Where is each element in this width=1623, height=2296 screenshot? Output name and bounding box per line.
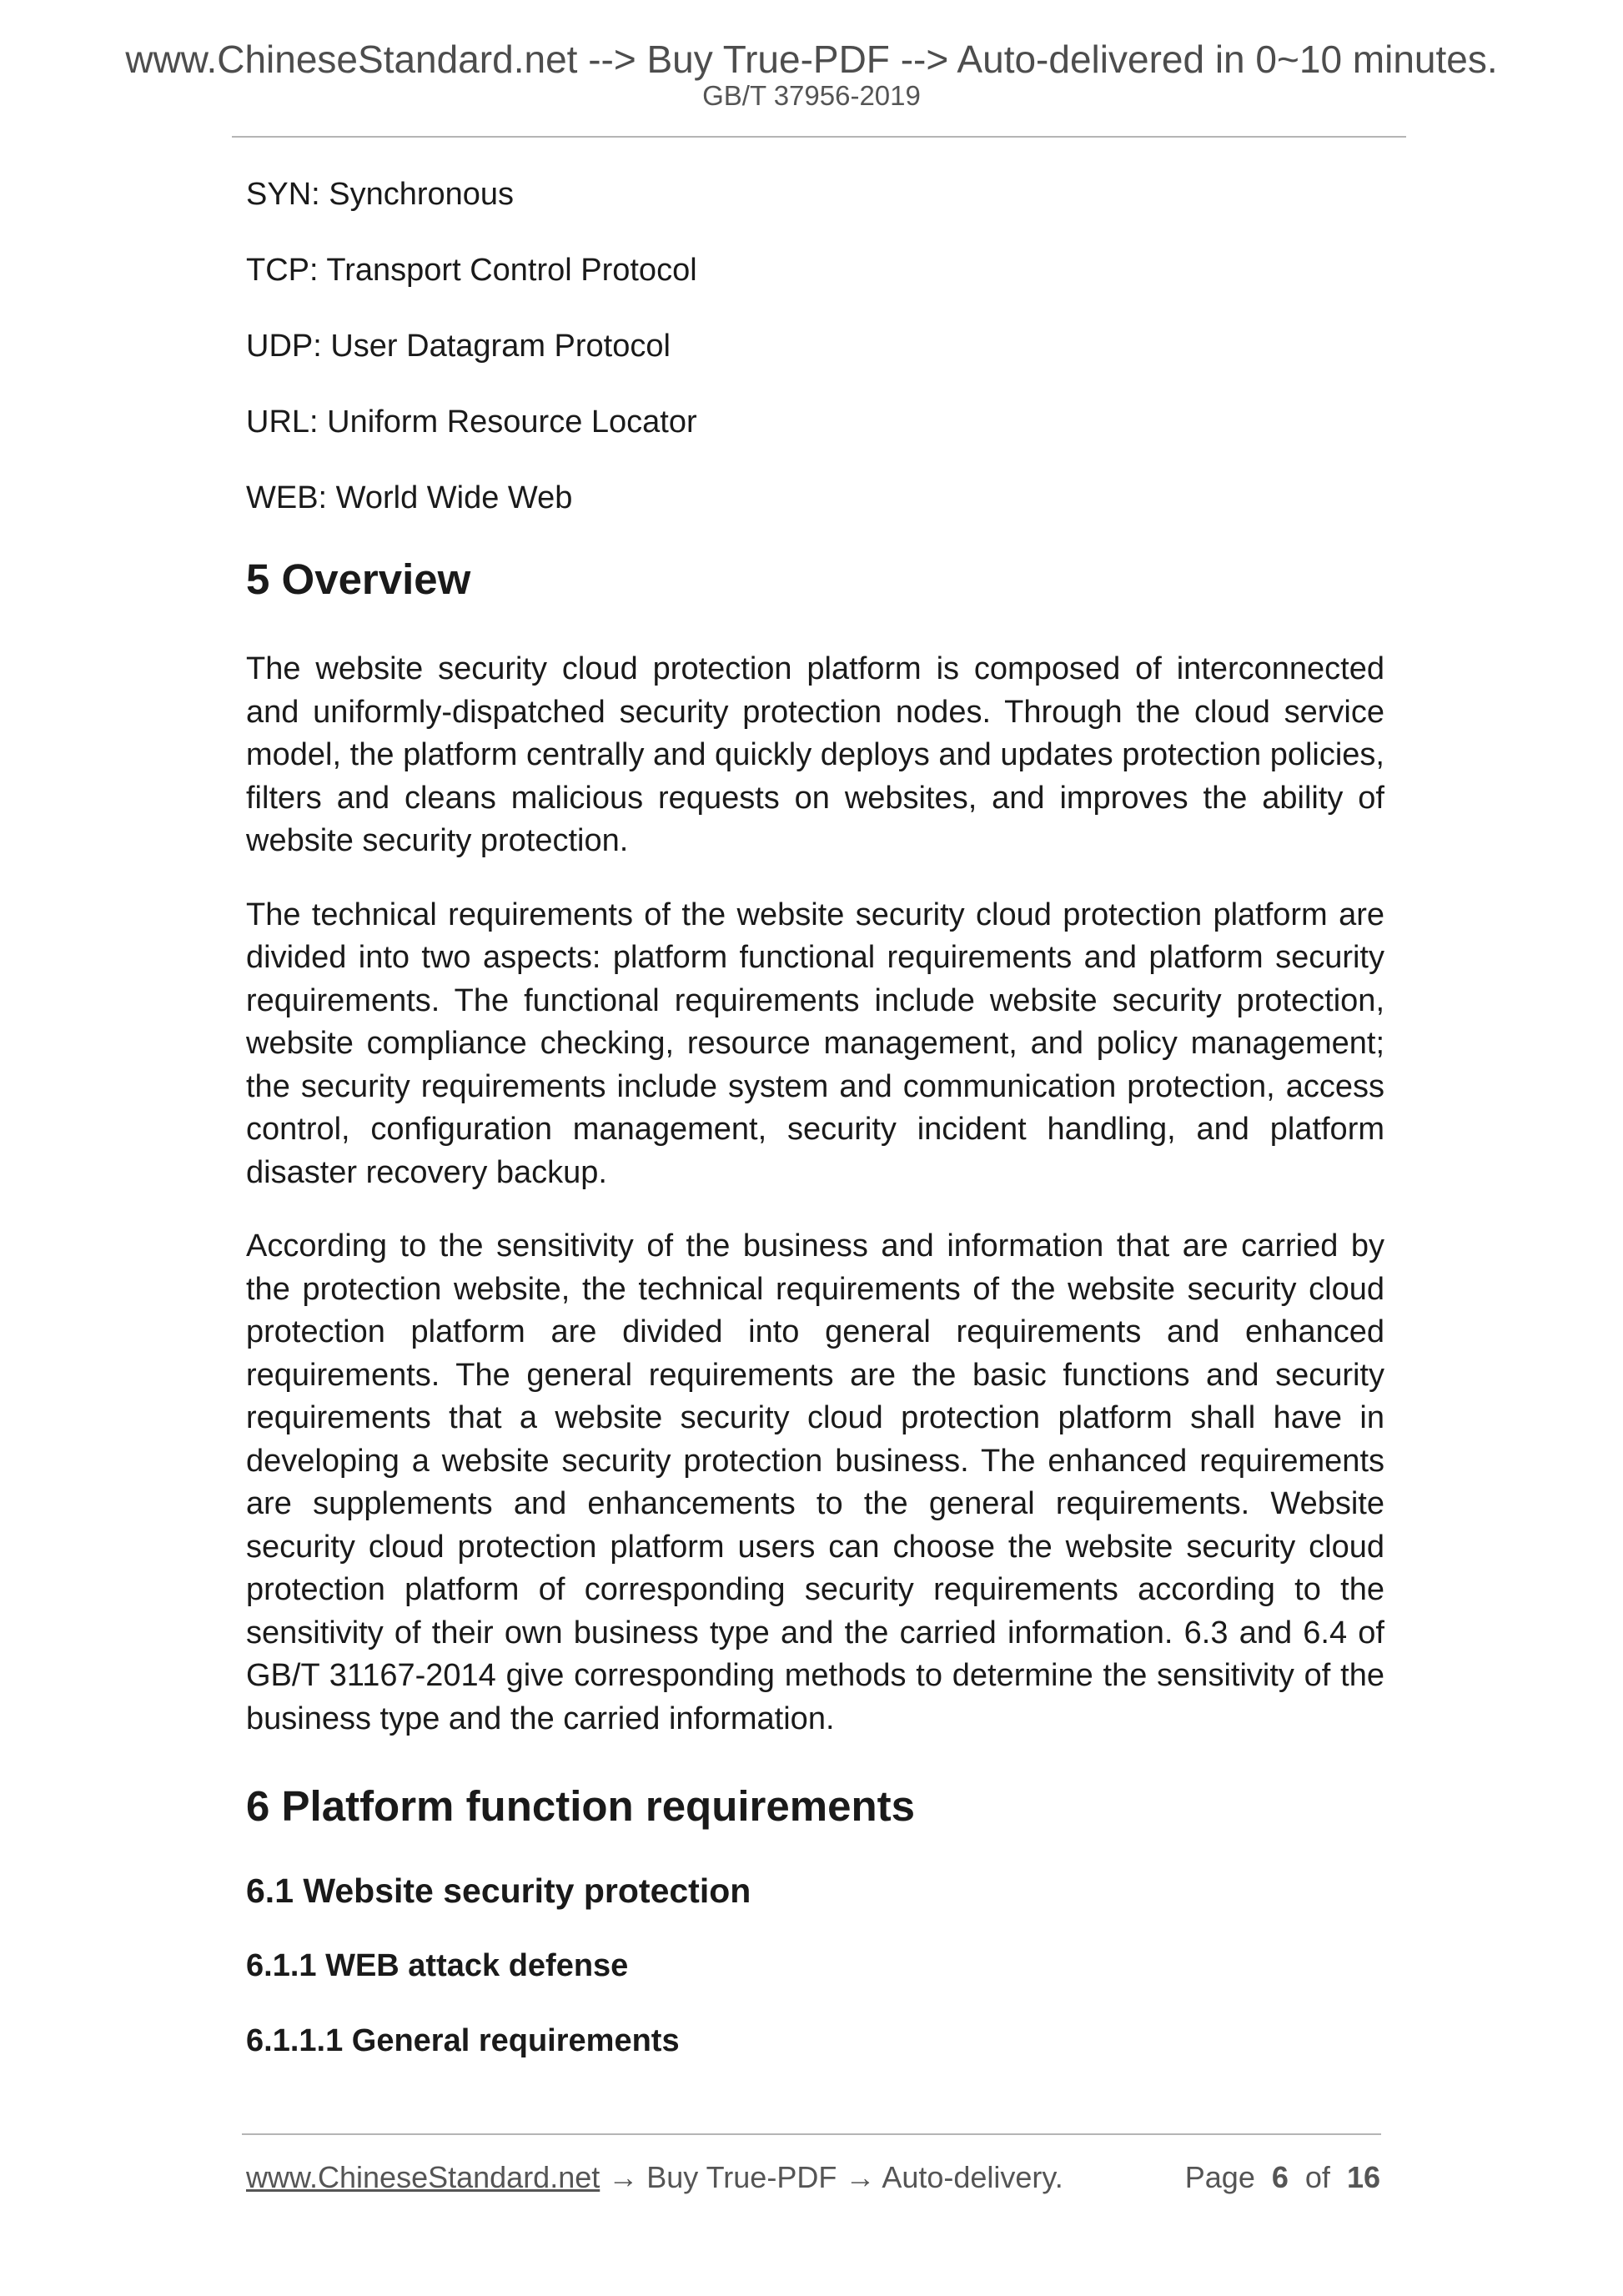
section-6-heading: 6 Platform function requirements (246, 1782, 915, 1830)
abbreviation-syn: SYN: Synchronous (246, 177, 515, 212)
abbreviation-web: WEB: World Wide Web (246, 480, 573, 515)
footer-left (246, 2159, 1063, 2196)
of-label: of (1304, 2160, 1330, 2194)
footer-site-link[interactable]: www.ChineseStandard.net (246, 2160, 600, 2194)
page-indicator (1185, 2159, 1380, 2196)
abbreviation-tcp: TCP: Transport Control Protocol (246, 253, 697, 288)
section-6-1-1-1-heading: 6.1.1.1 General requirements (246, 2023, 680, 2058)
header-banner: www.ChineseStandard.net --> Buy True-PDF --> Auto-delivered in 0~10 minutes. (125, 38, 1498, 81)
overview-paragraph-1: The website security cloud protection platform is composed of interconnected and uniformly-dispatched security protection nodes. Through the cloud service model, the platform centrally and quickly deploys and updates protection policies, filters and cleans malicious requests on websites, and improves the ability of website security protection. (246, 651, 1384, 858)
footer-trail: → Buy True-PDF → Auto-delivery. (600, 2160, 1063, 2194)
overview-paragraph-3: According to the sensitivity of the business and information that are carried by the protection website, the technical requirements of the website security cloud protection platform are divided into general requirements and enhanced requirements. The general requirements are the basic functions and security requirements that a website security cloud protection platform shall have in developing a website security protection business. The enhanced requirements are supplements and enhancements to the general requirements. Website security cloud protection platform users can choose the website security cloud protection platform of corresponding security requirements according to the sensitivity of their own business type and the carried information. 6.3 and 6.4 of GB/T 31167-2014 give corresponding methods to determine the sensitivity of the business type and the carried information. (246, 1228, 1384, 1736)
section-5-heading: 5 Overview (246, 555, 471, 603)
total-pages: 16 (1346, 2160, 1380, 2194)
page-label: Page (1184, 2160, 1255, 2194)
footer-divider (242, 2133, 1381, 2135)
abbreviation-udp: UDP: User Datagram Protocol (246, 329, 671, 364)
overview-paragraph-2: The technical requirements of the website security cloud protection platform are divided into two aspects: platform functional requirements and platform security requirements. The functional requirements include website security protection, website compliance checking, resource management, and policy management; the security requirements include system and communication protection, access control, configuration management, security incident handling, and platform disaster recovery backup. (246, 897, 1384, 1190)
abbreviation-url: URL: Uniform Resource Locator (246, 404, 697, 440)
section-6-1-heading: 6.1 Website security protection (246, 1871, 751, 1910)
document-code: GB/T 37956-2019 (702, 80, 921, 111)
page-footer (246, 2159, 1380, 2196)
page-number: 6 (1271, 2160, 1289, 2194)
header-divider (232, 136, 1406, 138)
section-6-1-1-heading: 6.1.1 WEB attack defense (246, 1948, 629, 1983)
page-body (246, 167, 1384, 2094)
